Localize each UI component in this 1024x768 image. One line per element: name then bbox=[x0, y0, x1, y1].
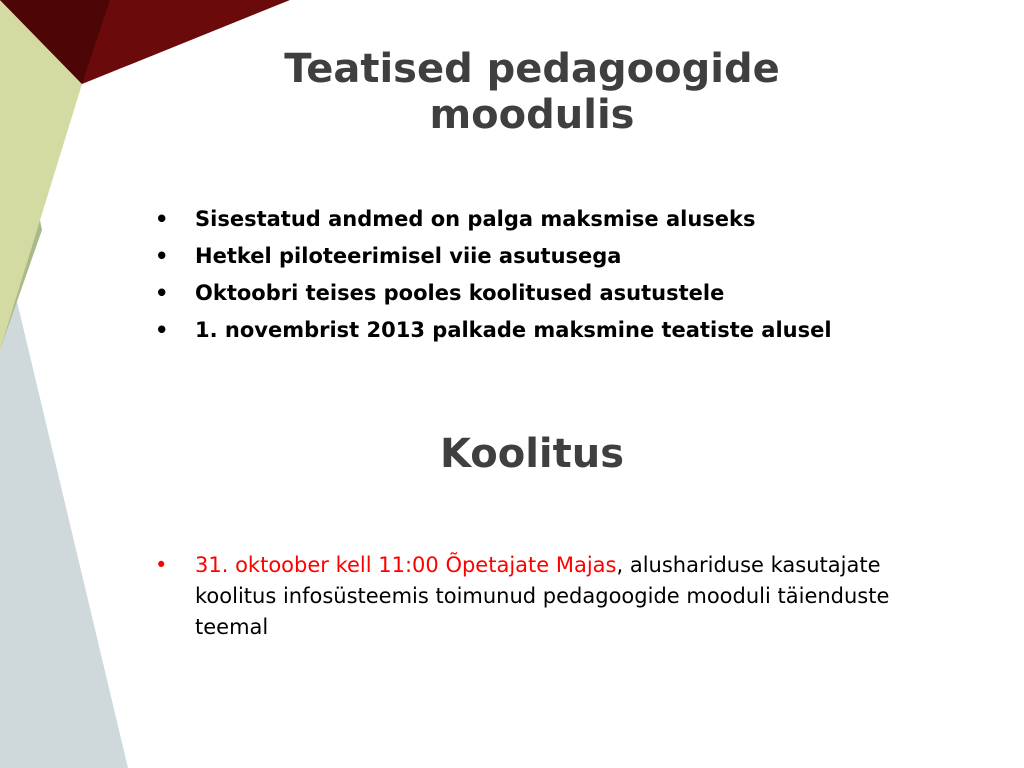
training-description: , alushariduse kasutajate koolitus infosüsteemis toimunud pedagoogide mooduli täienduste teemal bbox=[195, 553, 890, 639]
bullet-icon: • bbox=[155, 318, 169, 342]
section-title: Koolitus bbox=[439, 431, 625, 477]
bullet-text: 1. novembrist 2013 palkade maksmine teatiste alusel bbox=[195, 318, 832, 342]
bullet-text: Sisestatud andmed on palga maksmise aluseks bbox=[195, 207, 756, 231]
bullet-item bbox=[155, 278, 915, 309]
bullet-item bbox=[155, 241, 915, 272]
training-bullet-item bbox=[155, 550, 915, 643]
bullet-icon: • bbox=[155, 244, 169, 268]
bullet-item bbox=[155, 204, 915, 235]
bullet-icon: • bbox=[155, 207, 169, 231]
bullet-icon: • bbox=[155, 553, 168, 577]
slide-title bbox=[140, 46, 924, 138]
training-date-highlight: 31. oktoober kell 11:00 Õpetajate Majas bbox=[195, 553, 617, 577]
bullet-text: Hetkel piloteerimisel viie asutusega bbox=[195, 244, 622, 268]
grey-blue-triangle bbox=[0, 230, 128, 768]
bullet-icon: • bbox=[155, 281, 169, 305]
slide-title-line-2: moodulis bbox=[429, 92, 635, 138]
training-bullet-list bbox=[155, 550, 915, 643]
info-bullet-list bbox=[155, 204, 915, 352]
bullet-text: Oktoobri teises pooles koolitused asutustele bbox=[195, 281, 725, 305]
slide-title-line-1: Teatised pedagoogide bbox=[284, 46, 780, 92]
bullet-item bbox=[155, 315, 915, 346]
